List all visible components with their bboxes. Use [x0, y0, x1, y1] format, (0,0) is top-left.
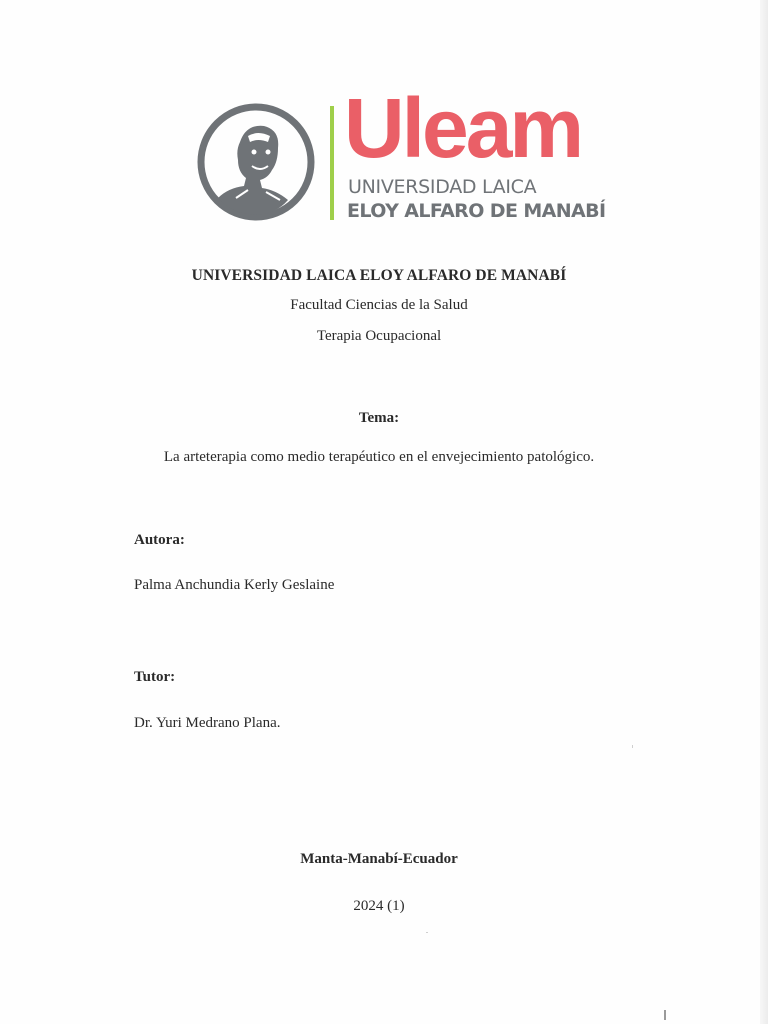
tutor-name: Dr. Yuri Medrano Plana. [134, 715, 281, 731]
university-name: UNIVERSIDAD LAICA ELOY ALFARO DE MANABÍ [191, 267, 567, 284]
scan-edge [760, 0, 768, 1024]
logo-divider [330, 106, 334, 220]
place-text: Manta-Manabí-Ecuador [300, 851, 458, 867]
university-logo [196, 81, 626, 225]
author-name: Palma Anchundia Kerly Geslaine [134, 577, 335, 593]
scan-speck [632, 745, 633, 748]
year-text: 2024 (1) [353, 898, 405, 914]
author-label: Autora: [134, 532, 185, 548]
topic-text: La arteterapia como medio terapéutico en el envejecimiento patológico. [163, 449, 595, 465]
logo-brand: Uleam [344, 81, 582, 175]
faculty-name: Facultad Ciencias de la Salud [290, 297, 468, 313]
logo-line-2: ELOY ALFARO DE MANABÍ [347, 200, 606, 222]
university-seal-icon [196, 102, 316, 222]
logo-line-1: UNIVERSIDAD LAICA [348, 176, 537, 198]
career-name: Terapia Ocupacional [316, 328, 442, 344]
scan-speck [426, 932, 428, 933]
tutor-label: Tutor: [134, 669, 176, 685]
topic-label: Tema: [358, 410, 400, 426]
scan-speck [664, 1010, 666, 1020]
